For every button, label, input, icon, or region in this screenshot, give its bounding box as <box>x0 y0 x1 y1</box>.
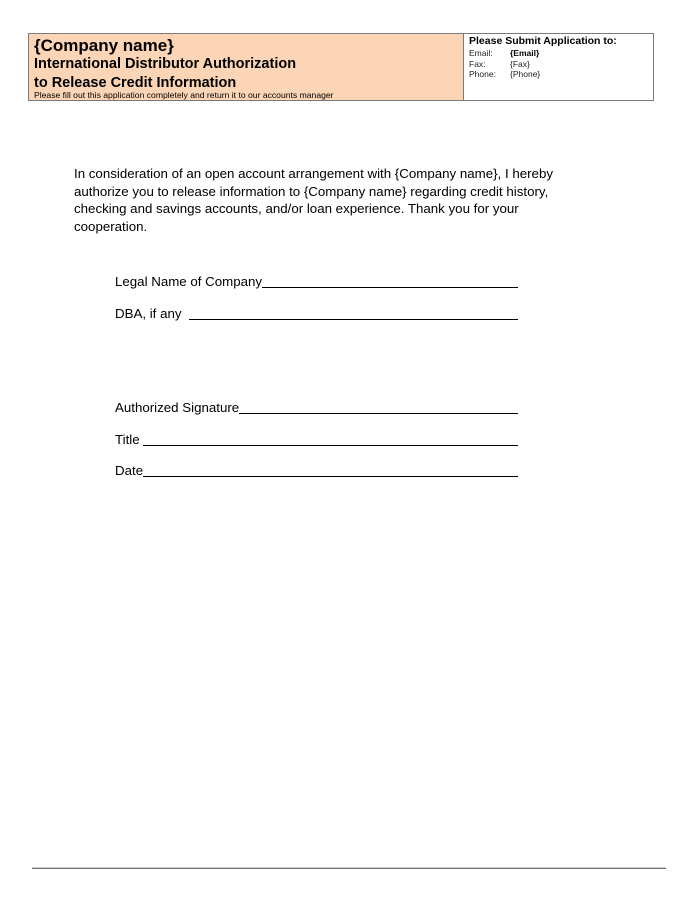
title-input[interactable] <box>143 432 518 446</box>
contact-fax-row <box>469 59 653 70</box>
dba-field <box>115 306 518 322</box>
submission-contact-block <box>464 34 653 100</box>
contact-phone-value: {Phone} <box>510 69 541 79</box>
signature-input[interactable] <box>239 400 518 414</box>
form-header <box>28 33 654 101</box>
dba-label: DBA, if any <box>115 306 189 321</box>
form-instructions: Please fill out this application completely and return it to our accounts manager <box>34 90 334 100</box>
date-label: Date <box>115 463 144 478</box>
date-field <box>115 463 518 479</box>
date-input[interactable] <box>143 463 518 477</box>
header-title-block <box>29 34 464 100</box>
legal-name-input[interactable] <box>262 274 518 288</box>
title-label: Title <box>115 432 144 447</box>
contact-phone-label: Phone: <box>469 69 496 79</box>
contact-phone-row <box>469 69 653 80</box>
signature-field <box>115 400 518 416</box>
legal-name-field <box>115 274 518 290</box>
contact-email-row <box>469 48 653 59</box>
form-title-line-1: International Distributor Authorization <box>34 56 297 72</box>
company-name: {Company name} <box>34 36 174 55</box>
dba-input[interactable] <box>189 306 518 320</box>
legal-name-label: Legal Name of Company <box>115 274 263 289</box>
contact-fax-value: {Fax} <box>510 58 530 69</box>
title-field <box>115 432 518 448</box>
authorization-statement: In consideration of an open account arrangement with {Company name}, I hereby authorize you to release information to {Company name} regarding credit history, checking and savings accounts, and/or loan experience. Thank you for your cooperation. <box>74 166 553 234</box>
contact-email-label: Email: <box>469 48 493 58</box>
contact-email-value: {Email} <box>510 48 540 58</box>
form-title-line-2: to Release Credit Information <box>34 75 237 91</box>
footer-divider <box>32 867 666 869</box>
signature-label: Authorized Signature <box>115 400 240 415</box>
contact-fax-label: Fax: <box>469 58 486 69</box>
submit-title: Please Submit Application to: <box>469 35 617 47</box>
